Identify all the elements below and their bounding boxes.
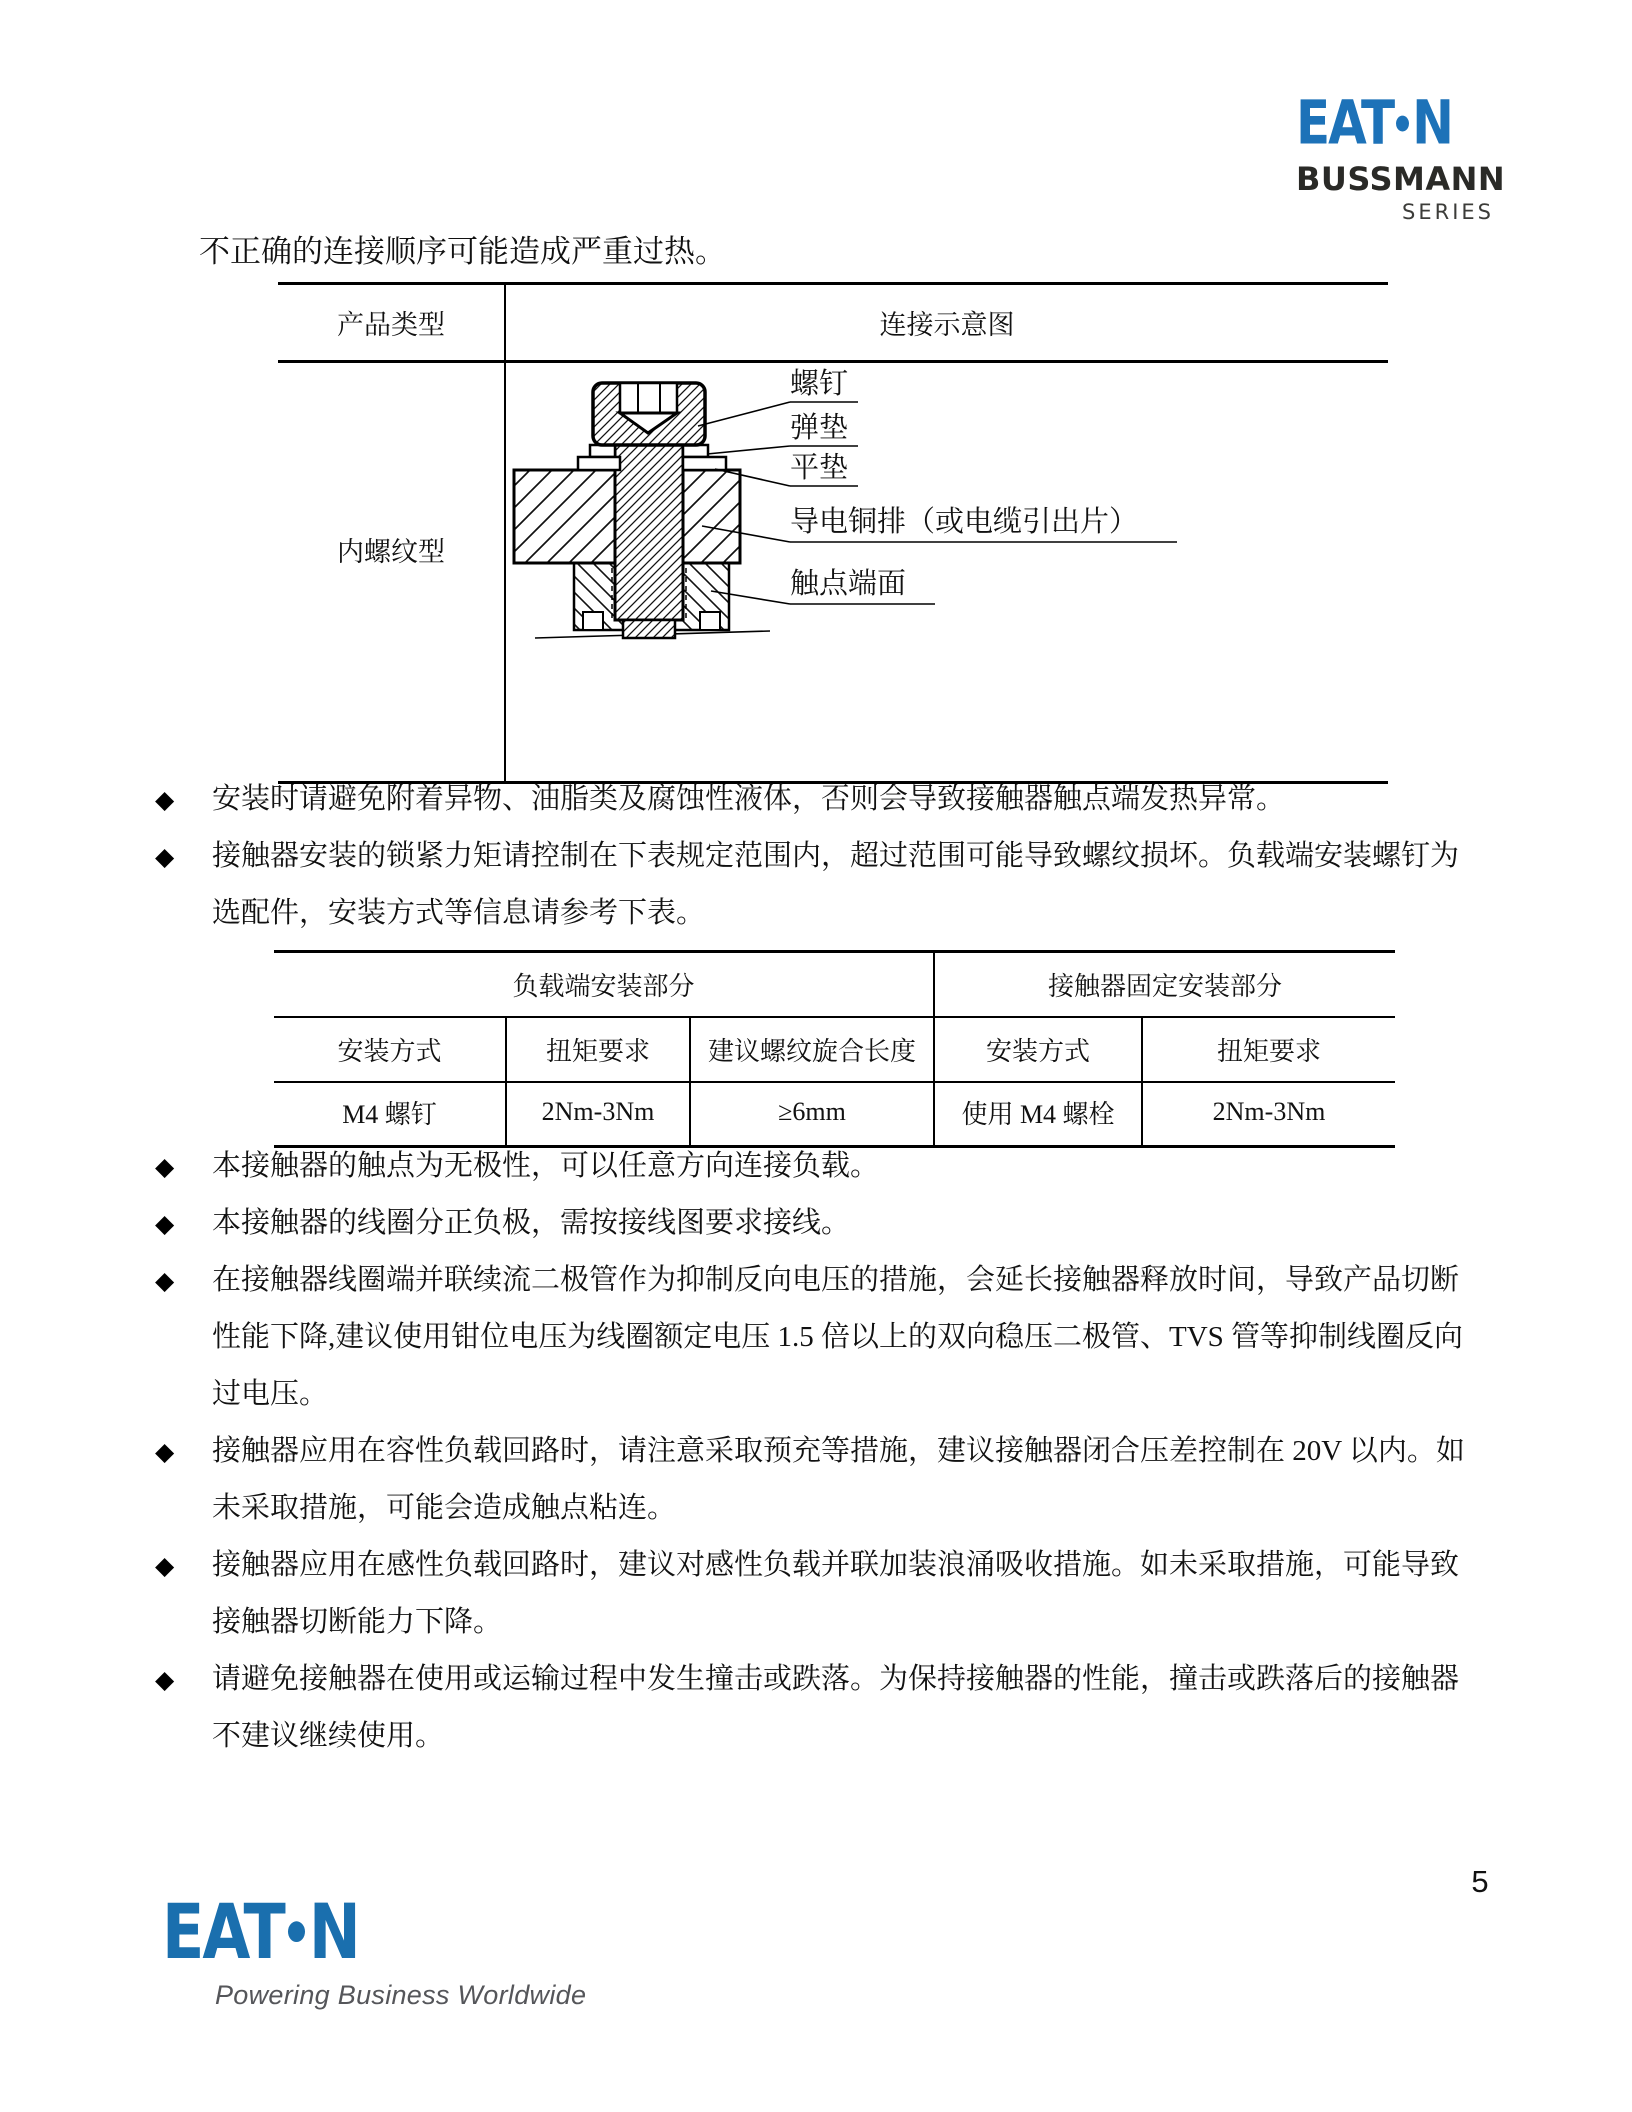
bullet-text-line: 本接触器的线圈分正负极，需按接线图要求接线。 — [212, 1207, 851, 1239]
diamond-bullet-icon: ◆ — [155, 785, 175, 814]
diamond-bullet-icon: ◆ — [155, 1152, 175, 1181]
bullet-text-line: 接触器应用在容性负载回路时，请注意采取预充等措施，建议接触器闭合压差控制在 20V 以内。如 — [212, 1435, 1465, 1467]
torque-table-value: 2Nm-3Nm — [1212, 1097, 1326, 1126]
torque-table-col-header: 安装方式 — [337, 1037, 442, 1066]
connection-table-row-label: 内螺纹型 — [337, 536, 445, 567]
diamond-bullet-icon: ◆ — [155, 1437, 175, 1466]
bullet-list-installation — [155, 771, 1471, 942]
bullet-text-line: 本接触器的触点为无极性，可以任意方向连接负载。 — [212, 1150, 880, 1182]
bullet-item — [155, 1195, 1471, 1252]
bullet-item — [155, 1537, 1471, 1651]
callout-label-flat-washer: 平垫 — [790, 452, 849, 484]
torque-table-group-fixing-side: 接触器固定安装部分 — [1047, 972, 1282, 1001]
callout-label-spring-washer: 弹垫 — [790, 412, 849, 444]
diamond-bullet-icon: ◆ — [155, 1551, 175, 1580]
bullet-item — [155, 771, 1471, 828]
torque-table-col-header: 扭矩要求 — [1216, 1037, 1321, 1066]
bullet-text-line: 请避免接触器在使用或运输过程中发生撞击或跌落。为保持接触器的性能，撞击或跌落后的接触器 — [212, 1663, 1460, 1695]
connection-table-header-diagram: 连接示意图 — [879, 310, 1015, 340]
bullet-text-line: 接触器安装的锁紧力矩请控制在下表规定范围内，超过范围可能导致螺纹损坏。负载端安装螺钉为 — [212, 840, 1460, 872]
bullet-text-line: 未采取措施，可能会造成触点粘连。 — [212, 1492, 677, 1524]
bullet-item — [155, 1423, 1471, 1537]
eaton-dot-icon — [1396, 115, 1409, 131]
torque-table-value: ≥6mm — [778, 1097, 846, 1126]
eaton-tagline: Powering Business Worldwide — [215, 1980, 587, 2010]
bullet-text-line: 在接触器线圈端并联续流二极管作为抑制反向电压的措施，会延长接触器释放时间，导致产品切断 — [212, 1264, 1460, 1296]
eaton-logo — [1296, 87, 1494, 159]
torque-table-value: 2Nm-3Nm — [541, 1097, 655, 1126]
bullet-text-line: 性能下降,建议使用钳位电压为线圈额定电压 1.5 倍以上的双向稳压二极管、TVS 管等抑制线圈反向 — [212, 1321, 1464, 1353]
callout-leader-lines — [698, 402, 1177, 604]
bullet-text-line: 接触器应用在感性负载回路时，建议对感性负载并联加装浪涌吸收措施。如未采取措施，可能导致 — [212, 1549, 1460, 1581]
page-number: 5 — [1471, 1864, 1489, 1899]
eaton-dot-icon — [288, 1922, 305, 1943]
bullet-text-line: 过电压。 — [212, 1378, 329, 1410]
screw-shank-shape — [612, 445, 686, 638]
bullet-text-line: 安装时请避免附着异物、油脂类及腐蚀性液体，否则会导致接触器触点端发热异常。 — [212, 783, 1286, 815]
eaton-logo-post: N — [308, 1887, 359, 1977]
torque-table-value: M4 螺钉 — [342, 1099, 437, 1129]
eaton-logo-post: N — [1412, 87, 1452, 159]
torque-table-group-load-side: 负载端安装部分 — [512, 972, 695, 1001]
diamond-bullet-icon: ◆ — [155, 1665, 175, 1694]
eaton-logo-pre: EAT — [1296, 87, 1394, 159]
diamond-bullet-icon: ◆ — [155, 1209, 175, 1238]
intro-paragraph: 不正确的连接顺序可能造成严重过热。 — [199, 234, 726, 269]
diamond-bullet-icon: ◆ — [155, 1266, 175, 1295]
torque-table-col-header: 扭矩要求 — [545, 1037, 650, 1066]
bullet-item — [155, 1138, 1471, 1195]
screw-head-shape — [593, 383, 705, 445]
bullet-text-line: 不建议继续使用。 — [212, 1720, 445, 1752]
bullet-item — [155, 1651, 1471, 1765]
torque-table-value: 使用 M4 螺栓 — [961, 1099, 1115, 1129]
series-wordmark: SERIES — [1402, 200, 1494, 224]
bullet-text-line: 接触器切断能力下降。 — [212, 1606, 503, 1638]
eaton-logo-footer — [162, 1887, 582, 1977]
diamond-bullet-icon: ◆ — [155, 842, 175, 871]
torque-table-col-header: 建议螺纹旋合长度 — [707, 1037, 916, 1066]
callout-label-screw: 螺钉 — [790, 368, 849, 400]
bullet-item — [155, 828, 1471, 942]
bullet-list-usage-notes — [155, 1138, 1471, 1765]
header-brand-block — [1296, 87, 1506, 224]
bullet-item — [155, 1252, 1471, 1423]
bussmann-wordmark: BUSSMANN — [1296, 160, 1506, 198]
torque-table-col-header: 安装方式 — [985, 1037, 1090, 1066]
footer-brand-block — [162, 1887, 587, 2012]
callout-label-busbar: 导电铜排（或电缆引出片） — [790, 506, 1139, 538]
callout-label-contact-face: 触点端面 — [790, 568, 907, 600]
torque-table — [274, 950, 1395, 1148]
bullet-text-line: 选配件，安装方式等信息请参考下表。 — [212, 897, 706, 929]
connection-table-header-product-type: 产品类型 — [337, 310, 445, 340]
eaton-logo-pre: EAT — [162, 1887, 284, 1977]
